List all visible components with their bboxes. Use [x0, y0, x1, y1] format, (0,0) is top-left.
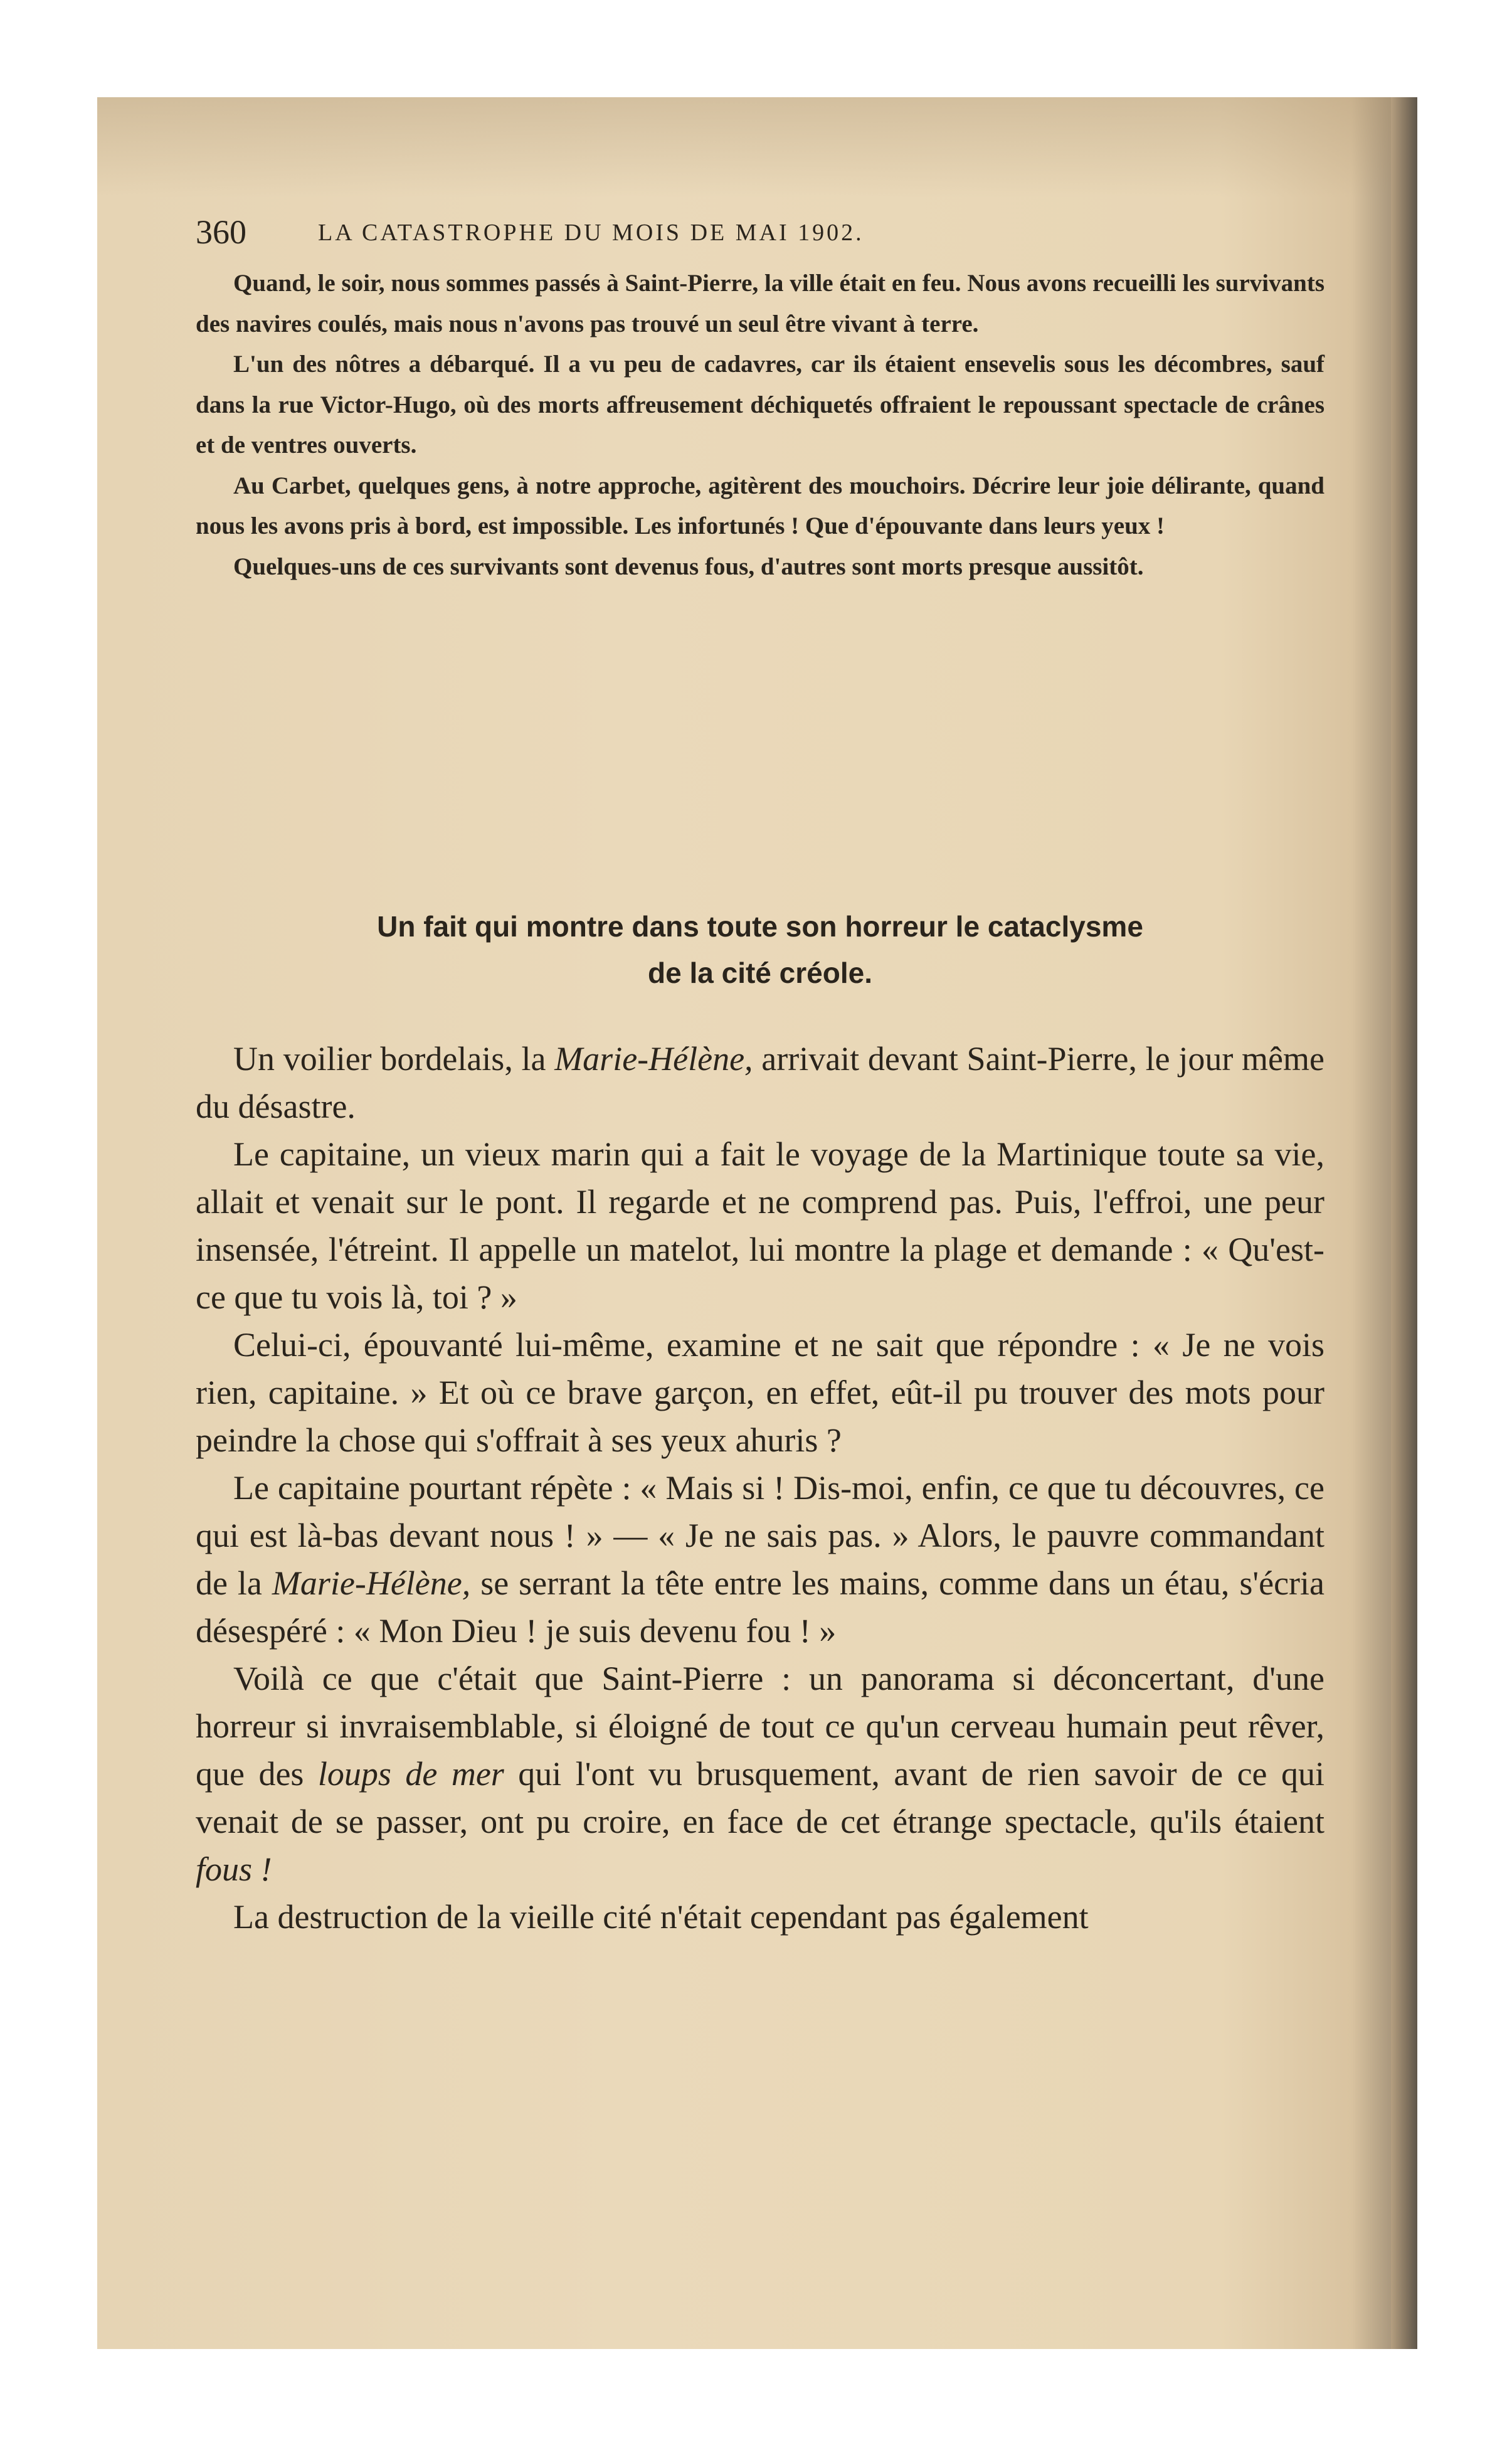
text-run: Un voilier bordelais, la: [233, 1040, 555, 1078]
main-text: [196, 1035, 1324, 1941]
text-run: Le capitaine pourtant répète : « Mais si ! Dis-moi, enfin, ce que tu découvres, ce qui est là-bas devant nous ! » — « Je ne sais pas. » Alors, le pauvre commandant de la: [196, 1469, 1324, 1602]
quoted-testimony: [196, 263, 1324, 587]
paragraph: Celui-ci, épouvanté lui-même, examine et ne sait que répondre : « Je ne vois rien, capitaine. » Et où ce brave garçon, en effet, eût-il pu trouver des mots pour peindre la chose qui s'offrait à ses yeux ahuris ?: [196, 1326, 1324, 1459]
text-run: Voilà ce que c'était que Saint-Pierre : un panorama si déconcertant, d'une horreur si invraisemblable, si éloigné de tout ce qu'un cerveau humain peut rêver, que des: [196, 1660, 1324, 1793]
text-run: se serrant la tête entre les mains, comme dans un étau, s'écria désespéré : « Mon Dieu ! je suis devenu fou ! »: [196, 1564, 1324, 1650]
paragraph: L'un des nôtres a débarqué. Il a vu peu de cadavres, car ils étaient ensevelis sous les décombres, sauf dans la rue Victor-Hugo, où des morts affreusement déchiquetés offraient le repoussant spectacle de crânes et de ventres ouverts.: [196, 351, 1324, 459]
section-heading-line: de la cité créole.: [648, 957, 872, 989]
section-heading: [196, 903, 1324, 996]
paragraph: Au Carbet, quelques gens, à notre approche, agitèrent des mouchoirs. Décrire leur joie délirante, quand nous les avons pris à bord, est impossible. Les infortunés ! Que d'épouvante dans leurs yeux !: [196, 472, 1324, 539]
paragraph: [196, 1464, 1324, 1655]
paragraph: Quand, le soir, nous sommes passés à Saint-Pierre, la ville était en feu. Nous avons recueilli les survivants des navires coulés, mais nous n'avons pas trouvé un seul être vivant à terre.: [196, 270, 1324, 337]
running-title: LA CATASTROPHE DU MOIS DE MAI 1902.: [318, 220, 864, 246]
text-run: arrivait devant Saint-Pierre, le jour même du désastre.: [196, 1040, 1324, 1125]
paragraph: Le capitaine, un vieux marin qui a fait le voyage de la Martinique toute sa vie, allait et venait sur le pont. Il regarde et ne comprend pas. Puis, l'effroi, une peur insensée, l'étreint. Il appelle un matelot, lui montre la plage et demande : « Qu'est-ce que tu vois là, toi ? »: [196, 1135, 1324, 1316]
paragraph: La destruction de la vieille cité n'était cependant pas également: [233, 1898, 1089, 1936]
emphasis: loups de mer: [317, 1755, 504, 1793]
paragraph: Quelques-uns de ces survivants sont devenus fous, d'autres sont morts presque aussitôt.: [233, 553, 1144, 580]
ship-name: Marie-Hélène,: [272, 1564, 471, 1602]
page-number: 360: [196, 213, 246, 251]
text-run: qui l'ont vu brusquement, avant de rien savoir de ce qui venait de se passer, ont pu croire, en face de cet étrange spectacle, qu'ils étaient: [196, 1755, 1324, 1840]
section-heading-line: Un fait qui montre dans toute son horreur le cataclysme: [377, 910, 1143, 943]
paragraph: [196, 1035, 1324, 1130]
book-spine-shadow: [1391, 97, 1417, 2349]
page-header: [196, 213, 1136, 251]
ship-name: Marie-Hélène,: [554, 1040, 753, 1078]
emphasis: fous !: [196, 1850, 272, 1888]
paragraph: [196, 1655, 1324, 1893]
